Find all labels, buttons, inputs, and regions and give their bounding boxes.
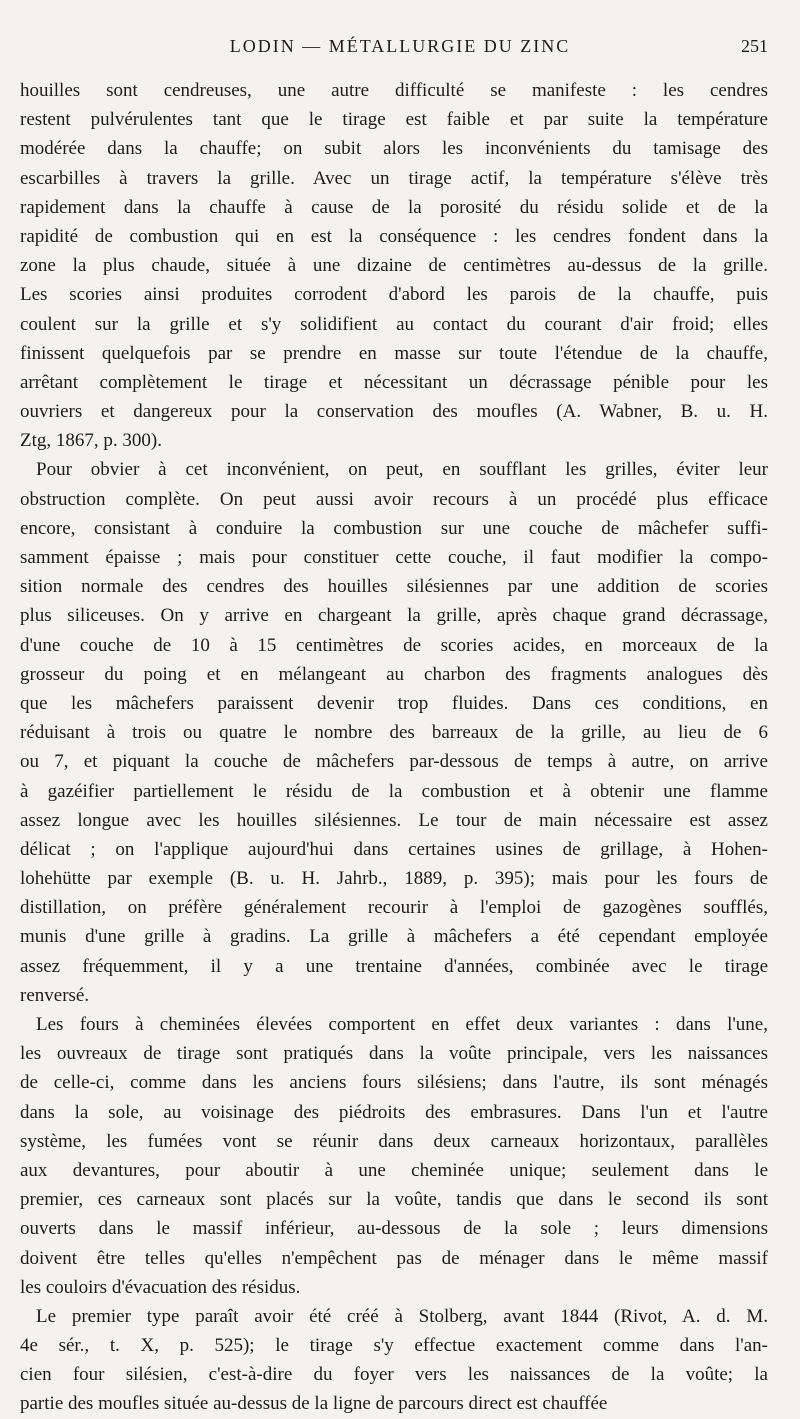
- paragraph: [20, 1302, 768, 1419]
- text-line: distillation, on préfère généralement recourir à l'emploi de gazogènes soufflés,: [20, 897, 768, 919]
- text-line: zone la plus chaude, située à une dizaine de centimètres au-dessus de la grille.: [20, 255, 768, 277]
- text-line: coulent sur la grille et s'y solidifient au contact du courant d'air froid; elles: [20, 313, 768, 335]
- text-line: Le premier type paraît avoir été créé à Stolberg, avant 1844 (Rivot, A. d. M.: [36, 1305, 768, 1327]
- text-line: grosseur du poing et en mélangeant au charbon des fragments analogues dès: [20, 663, 768, 685]
- body-text: [20, 76, 768, 1419]
- text-line: que les mâchefers paraissent devenir trop fluides. Dans ces conditions, en: [20, 692, 768, 714]
- text-line: finissent quelquefois par se prendre en masse sur toute l'étendue de la chauffe,: [20, 342, 768, 364]
- text-line: système, les fumées vont se réunir dans deux carneaux horizontaux, parallèles: [20, 1130, 768, 1152]
- text-line: 4e sér., t. X, p. 525); le tirage s'y effectue exactement comme dans l'an-: [20, 1335, 768, 1357]
- text-line: rapidement dans la chauffe à cause de la porosité du résidu solide et de la: [20, 196, 768, 218]
- text-line: restent pulvérulentes tant que le tirage est faible et par suite la température: [20, 109, 768, 131]
- text-line: les ouvreaux de tirage sont pratiqués dans la voûte principale, vers les naissances: [20, 1043, 768, 1065]
- text-line: lohehütte par exemple (B. u. H. Jahrb., 1889, p. 395); mais pour les fours de: [20, 868, 768, 890]
- text-line: encore, consistant à conduire la combustion sur une couche de mâchefer suffi-: [20, 517, 768, 539]
- text-line: obstruction complète. On peut aussi avoir recours à un procédé plus efficace: [20, 488, 768, 510]
- text-line: à gazéifier partiellement le résidu de la combustion et à obtenir une flamme: [20, 780, 768, 802]
- text-line: ou 7, et piquant la couche de mâchefers par-dessous de temps à autre, on arrive: [20, 751, 768, 773]
- text-line: houilles sont cendreuses, une autre difficulté se manifeste : les cendres: [20, 80, 768, 101]
- text-line: d'une couche de 10 à 15 centimètres de scories acides, en morceaux de la: [20, 634, 768, 656]
- text-line: assez longue avec les houilles silésiennes. Le tour de main nécessaire est assez: [20, 809, 768, 831]
- paragraph: [20, 1010, 768, 1302]
- text-line: samment épaisse ; mais pour constituer cette couche, il faut modifier la compo-: [20, 547, 768, 568]
- paragraph: [20, 455, 768, 1010]
- text-line: Les scories ainsi produites corrodent d'abord les parois de la chauffe, puis: [20, 284, 768, 306]
- text-line: escarbilles à travers la grille. Avec un tirage actif, la température s'élève très: [20, 167, 768, 189]
- text-line: partie des moufles située au-dessus de la ligne de parcours direct est chauffée: [20, 1393, 608, 1415]
- text-line: de celle-ci, comme dans les anciens fours silésiens; dans l'autre, ils sont ménagés: [20, 1072, 768, 1094]
- text-line: rapidité de combustion qui en est la conséquence : les cendres fondent dans la: [20, 225, 768, 247]
- paragraph: [20, 76, 768, 455]
- text-line: Ztg, 1867, p. 300).: [20, 430, 162, 452]
- text-line: modérée dans la chauffe; on subit alors les inconvénients du tamisage des: [20, 138, 768, 160]
- text-line: plus siliceuses. On y arrive en chargeant la grille, après chaque grand décrassage,: [20, 605, 768, 627]
- text-line: aux devantures, pour aboutir à une cheminée unique; seulement dans le: [20, 1159, 768, 1181]
- text-line: délicat ; on l'applique aujourd'hui dans certaines usines de grillage, à Hohen-: [20, 838, 768, 860]
- text-line: cien four silésien, c'est-à-dire du foyer vers les naissances de la voûte; la: [20, 1364, 768, 1386]
- text-line: dans la sole, au voisinage des piédroits des embrasures. Dans l'un et l'autre: [20, 1101, 768, 1123]
- text-line: sition normale des cendres des houilles silésiennes par une addition de scories: [20, 576, 768, 598]
- text-line: doivent être telles qu'elles n'empêchent pas de ménager dans le même massif: [20, 1247, 768, 1269]
- text-line: Pour obvier à cet inconvénient, on peut, en soufflant les grilles, éviter leur: [36, 459, 768, 481]
- running-title: LODIN — MÉTALLURGIE DU ZINC: [229, 36, 571, 56]
- text-line: Les fours à cheminées élevées comportent en effet deux variantes : dans l'une,: [36, 1014, 768, 1035]
- text-line: les couloirs d'évacuation des résidus.: [20, 1276, 301, 1298]
- page-number: 251: [741, 36, 768, 56]
- text-line: assez fréquemment, il y a une trentaine d'années, combinée avec le tirage: [20, 955, 768, 977]
- text-line: renversé.: [20, 984, 90, 1006]
- text-line: premier, ces carneaux sont placés sur la voûte, tandis que dans le second ils sont: [20, 1189, 768, 1211]
- text-line: munis d'une grille à gradins. La grille à mâchefers a été cependant employée: [20, 926, 768, 948]
- page-header: [0, 30, 800, 66]
- text-line: ouverts dans le massif inférieur, au-dessous de la sole ; leurs dimensions: [20, 1218, 768, 1240]
- text-line: ouvriers et dangereux pour la conservation des moufles (A. Wabner, B. u. H.: [20, 401, 768, 423]
- text-line: arrêtant complètement le tirage et nécessitant un décrassage pénible pour les: [20, 371, 768, 393]
- text-line: réduisant à trois ou quatre le nombre des barreaux de la grille, au lieu de 6: [20, 722, 768, 744]
